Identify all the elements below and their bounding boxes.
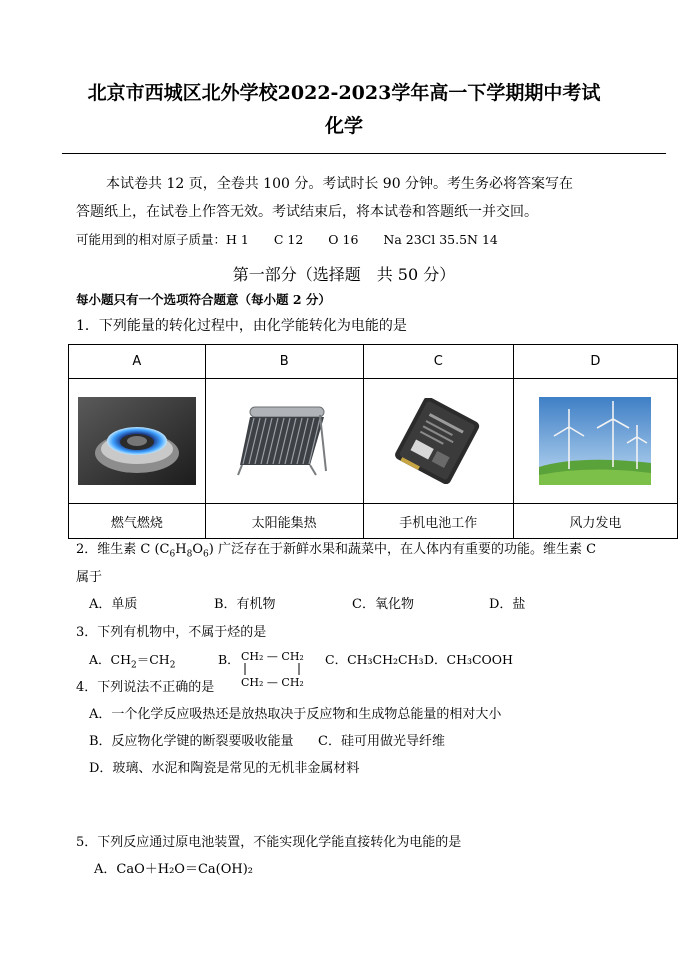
solar-heater-image [236, 401, 332, 481]
q2-formula-h: H [175, 542, 187, 557]
q2-option-b: B．有机物 [214, 597, 276, 612]
q1-header-b: B [205, 345, 363, 379]
q3-option-b-label: B． [218, 652, 240, 667]
q2-formula-sub: 6 [203, 549, 209, 560]
exam-title: 北京市西城区北外学校2022-2023学年高一下学期期中考试 [87, 82, 601, 104]
q2-stem-part2: ) 广泛存在于新鲜水果和蔬菜中，在人体内有重要的功能。维生素 C [208, 542, 597, 557]
atomic-mass-values: H 1 C 12 O 16 Na 23Cl 35.5N 14 [226, 232, 498, 247]
q3-option-c: C．CH₃CH₂CH₃ [325, 652, 424, 667]
q4-option-d: D．玻璃、水泥和陶瓷是常见的无机非金属材料 [89, 761, 360, 776]
q3-stem: 3．下列有机物中，不属于烃的是 [76, 625, 267, 640]
q1-caption-a: 燃气燃烧 [69, 504, 206, 539]
q3-ring-top: CH₂ — CH₂ [241, 650, 304, 663]
q3-option-a-sub: 2 [131, 660, 137, 671]
q1-header-c: C [363, 345, 513, 379]
q1-image-cell-c [363, 379, 513, 504]
q2-formula-o: O [192, 542, 203, 557]
q1-header-a: A [69, 345, 206, 379]
q4-option-c: C．硅可用做光导纤维 [318, 734, 445, 749]
q4-option-a: A．一个化学反应吸热还是放热取决于反应物和生成物总能量的相对大小 [89, 707, 502, 722]
q5-option-a: A．CaO＋H₂O＝Ca(OH)₂ [94, 862, 253, 877]
intro-line-1: 本试卷共 12 页，全卷共 100 分。考试时长 90 分钟。考生务必将答案写在 [106, 176, 574, 192]
q1-header-d: D [513, 345, 677, 379]
section-instruction: 每小题只有一个选项符合题意（每小题 2 分） [76, 292, 331, 307]
atomic-mass-label: 可能用到的相对原子质量： [76, 232, 227, 247]
wind-turbine-image [539, 397, 651, 485]
q1-stem: 1．下列能量的转化过程中，由化学能转化为电能的是 [76, 318, 407, 334]
phone-battery-image [384, 398, 492, 484]
q5-stem: 5．下列反应通过原电池装置，不能实现化学能直接转化为电能的是 [76, 835, 462, 850]
q3-option-d: D．CH₃COOH [424, 652, 513, 667]
q1-image-cell-a [69, 379, 206, 504]
section-title: 第一部分（选择题 共 50 分） [232, 265, 456, 284]
exam-subject: 化学 [324, 115, 363, 137]
q1-caption-c: 手机电池工作 [363, 504, 513, 539]
q1-caption-d: 风力发电 [513, 504, 677, 539]
q1-image-cell-b [205, 379, 363, 504]
q3-option-a-sub: 2 [169, 660, 176, 671]
atomic-mass-line [76, 231, 498, 249]
q1-image-cell-d [513, 379, 677, 504]
q3-ring-bottom: CH₂ — CH₂ [241, 676, 304, 689]
q2-option-a: A．单质 [89, 597, 138, 612]
q3-option-a-part: A．CH [89, 652, 131, 667]
q2-formula-sub: 6 [169, 549, 176, 560]
q2-stem-part1: 2．维生素 C (C [76, 542, 170, 557]
q4-option-b: B．反应物化学键的断裂要吸收能量 [89, 734, 294, 749]
q4-stem: 4．下列说法不正确的是 [76, 680, 215, 695]
q3-option-a-part: ＝CH [136, 652, 170, 667]
intro-line-2: 答题纸上，在试卷上作答无效。考试结束后，将本试卷和答题纸一并交回。 [76, 204, 538, 220]
gas-stove-image [78, 397, 196, 485]
q2-formula-sub: 8 [186, 549, 193, 560]
q2-option-c: C．氧化物 [352, 597, 414, 612]
cyclobutane-bonds [241, 662, 307, 676]
q1-options-table [68, 344, 678, 539]
q3-option-a [89, 651, 175, 675]
header-divider [62, 153, 666, 154]
q2-option-d: D．盐 [489, 597, 526, 612]
q2-stem [76, 541, 596, 564]
q2-stem-line2: 属于 [76, 570, 103, 585]
q1-caption-b: 太阳能集热 [205, 504, 363, 539]
